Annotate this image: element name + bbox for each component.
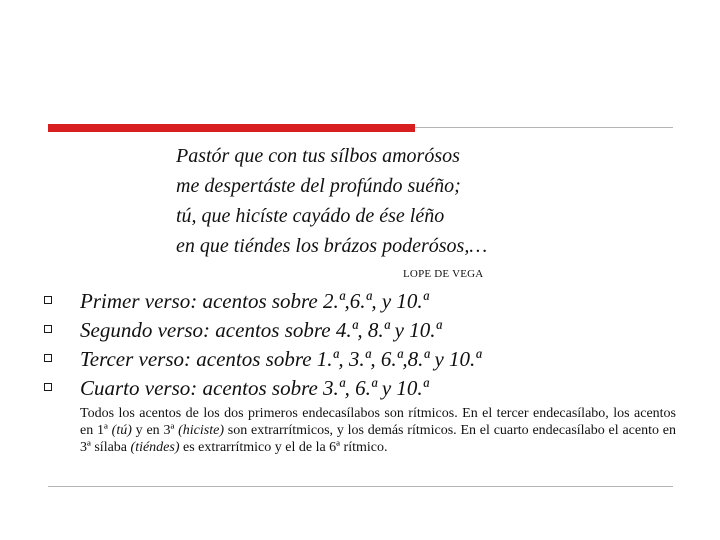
poem-line-1: Pastór que con tus sílbos amorósos [176, 145, 460, 167]
footer-rule [48, 486, 673, 487]
list-item-text: Segundo verso: acentos sobre 4.ª, 8.ª y 10.ª [80, 318, 442, 342]
note-example-hiciste: (hiciste) [178, 423, 224, 438]
poem [176, 141, 487, 261]
list-item-text: Cuarto verso: acentos sobre 3.ª, 6.ª y 10.ª [80, 376, 429, 400]
square-bullet-icon [44, 325, 52, 333]
list-item-text: Primer verso: acentos sobre 2.ª,6.ª, y 10.ª [80, 289, 429, 313]
square-bullet-icon [44, 296, 52, 304]
note-text-3: son extrarrítmicos, y los demás rítmicos. En el cuarto endecasílabo el acento en 3ª sílaba [80, 423, 676, 455]
poem-author: LOPE DE VEGA [403, 268, 484, 280]
note-example-tiendes: (tiéndes) [130, 440, 180, 455]
note-example-tu: (tú) [111, 423, 132, 438]
square-bullet-icon [44, 383, 52, 391]
list-item-text: Tercer verso: acentos sobre 1.ª, 3.ª, 6.ª,8.ª y 10.ª [80, 347, 482, 371]
note-text-2: y en 3ª [131, 423, 179, 438]
header-accent-bar [48, 124, 415, 132]
poem-line-4: en que tiéndes los brázos poderósos,… [176, 235, 488, 257]
explanation-paragraph [80, 405, 676, 456]
square-bullet-icon [44, 354, 52, 362]
note-text-4: es extrarrítmico y el de la 6ª rítmico. [179, 440, 388, 455]
header-rule [415, 127, 673, 128]
note-text-1: Todos los acentos de los dos primeros endecasílabos son rítmicos. En el tercer endecasílabo, los acentos en 1ª [80, 406, 676, 438]
poem-line-3: tú, que hicíste cayádo de ése léño [176, 205, 445, 227]
poem-line-2: me despertáste del profúndo suéño; [176, 175, 461, 197]
